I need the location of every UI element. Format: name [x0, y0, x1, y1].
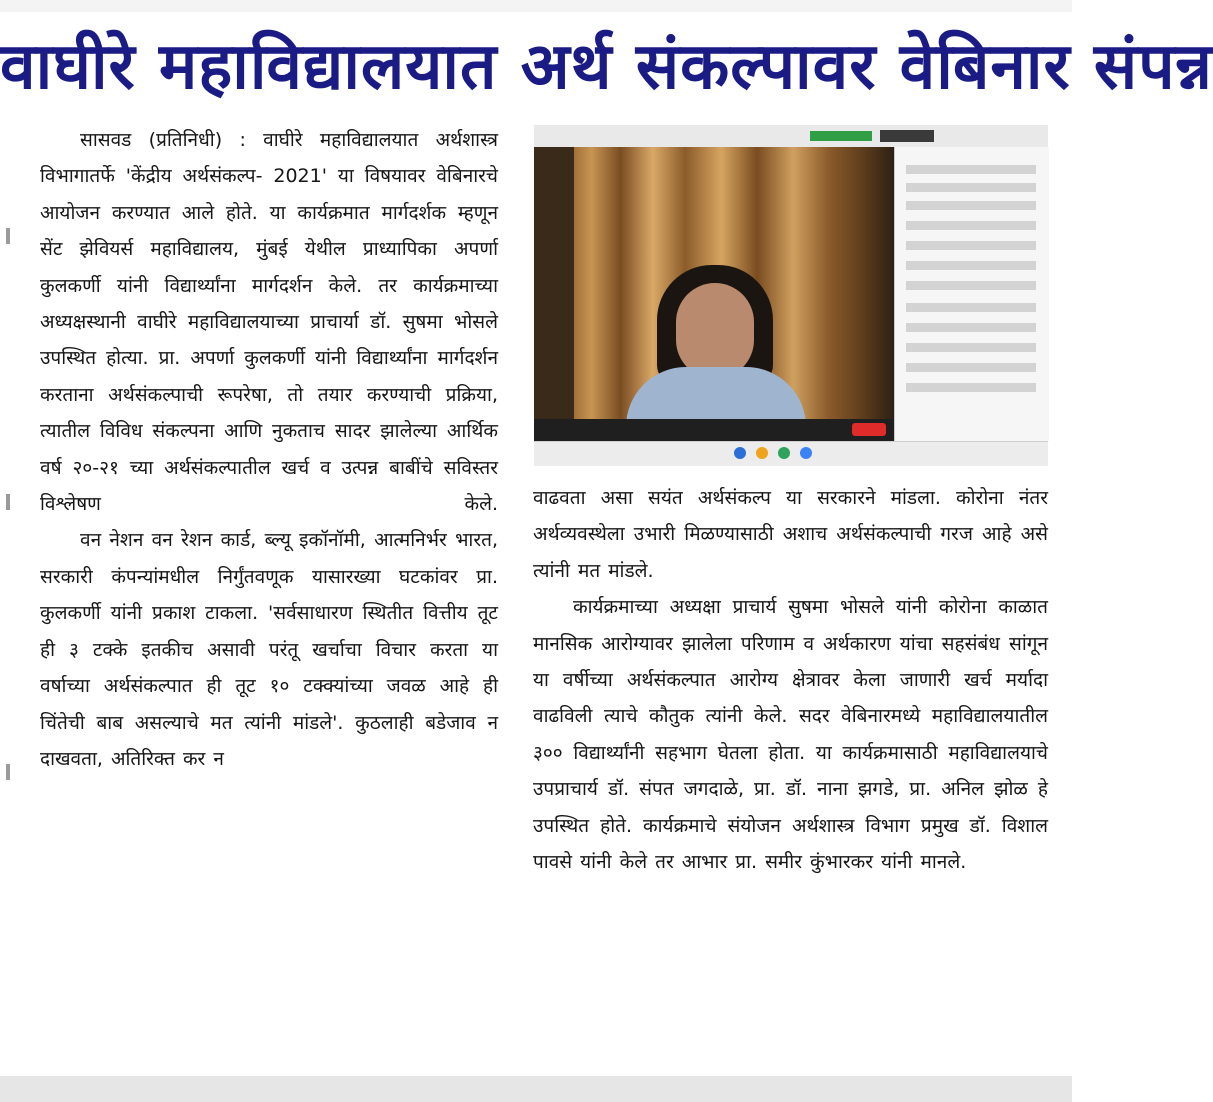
speaker-body [626, 367, 806, 427]
window-titlebar [534, 125, 1048, 147]
panel-row [906, 165, 1036, 174]
taskbar-app-icon [734, 447, 746, 459]
taskbar [534, 441, 1048, 466]
panel-row [906, 241, 1036, 250]
margin-mark [6, 764, 10, 780]
article-photo [534, 125, 1048, 465]
video-shade [534, 147, 574, 419]
margin-mark [6, 228, 10, 244]
panel-row [906, 363, 1036, 372]
panel-row [906, 183, 1036, 192]
panel-row [906, 343, 1036, 352]
panel-row [906, 323, 1036, 332]
left-column [40, 122, 498, 1072]
top-strip [0, 0, 1072, 12]
panel-row [906, 201, 1036, 210]
panel-row [906, 261, 1036, 270]
panel-row [906, 383, 1036, 392]
paragraph-3: वाढवता असा सयंत अर्थसंकल्प या सरकारने मांडला. कोरोना नंतर अर्थव्यवस्थेला उभारी मिळण्यासाठी अशाच अर्थसंकल्पाची गरज आहे असे त्यांनी मत मांडले. [533, 487, 1048, 582]
panel-row [906, 281, 1036, 290]
panel-row [906, 303, 1036, 312]
bottom-band [0, 1076, 1072, 1102]
headline: वाघीरे महाविद्यालयात अर्थ संकल्पावर वेबिनार संपन्न [0, 30, 1213, 104]
taskbar-app-icon [778, 447, 790, 459]
panel-row [906, 221, 1036, 230]
leave-button [852, 423, 886, 436]
margin-mark [6, 494, 10, 510]
paragraph-1: सासवड (प्रतिनिधी) : वाघीरे महाविद्यालयात अर्थशास्त्र विभागातर्फे 'केंद्रीय अर्थसंकल्प- 2021' या विषयावर वेबिनारचे आयोजन करण्यात आले होते. या कार्यक्रमात मार्गदर्शक म्हणून सेंट झेवियर्स महाविद्यालय, मुंबई येथील प्राध्यापिका अपर्णा कुलकर्णी यांनी विद्यार्थ्यांना मार्गदर्शन केले. तर कार्यक्रमाच्या अध्यक्षस्थानी वाघीरे महाविद्यालयाच्या प्राचार्या डॉ. सुषमा भोसले उपस्थित होत्या. प्रा. अपर्णा कुलकर्णी यांनी विद्यार्थ्यांना मार्गदर्शन करताना अर्थसंकल्पाची रूपरेषा, तो तयार करण्याची प्रक्रिया, त्यातील विविध संकल्पना आणि नुकताच सादर झालेल्या आर्थिक वर्ष २०-२१ च्या अर्थसंकल्पातील खर्च व उत्पन्न बाबींचे सविस्तर विश्लेषण केले. [40, 129, 498, 516]
view-options [880, 130, 934, 142]
taskbar-app-icon [800, 447, 812, 459]
recording-banner [810, 131, 872, 141]
right-column [533, 480, 1048, 1070]
meeting-toolbar [534, 419, 894, 441]
speaker-face [676, 283, 754, 379]
taskbar-app-icon [756, 447, 768, 459]
paragraph-4: कार्यक्रमाच्या अध्यक्षा प्राचार्य सुषमा भोसले यांनी कोरोना काळात मानसिक आरोग्यावर झालेला परिणाम व अर्थकारण यांचा सहसंबंध सांगून या वर्षीच्या अर्थसंकल्पात आरोग्य क्षेत्रावर केला जाणारी खर्च मर्यादा वाढविली त्याचे कौतुक त्यांनी केले. सदर वेबिनारमध्ये महाविद्यालयातील ३०० विद्यार्थ्यांनी सहभाग घेतला होता. या कार्यक्रमासाठी महाविद्यालयाचे उपप्राचार्य डॉ. संपत जगदाळे, प्रा. डॉ. नाना झगडे, प्रा. अनिल झोळ हे उपस्थित होते. कार्यक्रमाचे संयोजन अर्थशास्त्र विभाग प्रमुख डॉ. विशाल पावसे यांनी केले तर आभार प्रा. समीर कुंभारकर यांनी मानले. [533, 596, 1048, 874]
paragraph-2: वन नेशन वन रेशन कार्ड, ब्ल्यू इकॉनॉमी, आत्मनिर्भर भारत, सरकारी कंपन्यांमधील निर्गुंतवणूक यासारख्या घटकांवर प्रा. कुलकर्णी यांनी प्रकाश टाकला. 'सर्वसाधारण स्थितीत वित्तीय तूट ही ३ टक्के इतकीच असावी परंतू खर्चाचा विचार करता या वर्षाच्या अर्थसंकल्पात ही तूट १० टक्क्यांच्या जवळ आहे ही चिंतेची बाब असल्याचे मत त्यांनी मांडले'. कुठलाही बडेजाव न दाखवता, अतिरिक्त कर न [40, 529, 498, 770]
